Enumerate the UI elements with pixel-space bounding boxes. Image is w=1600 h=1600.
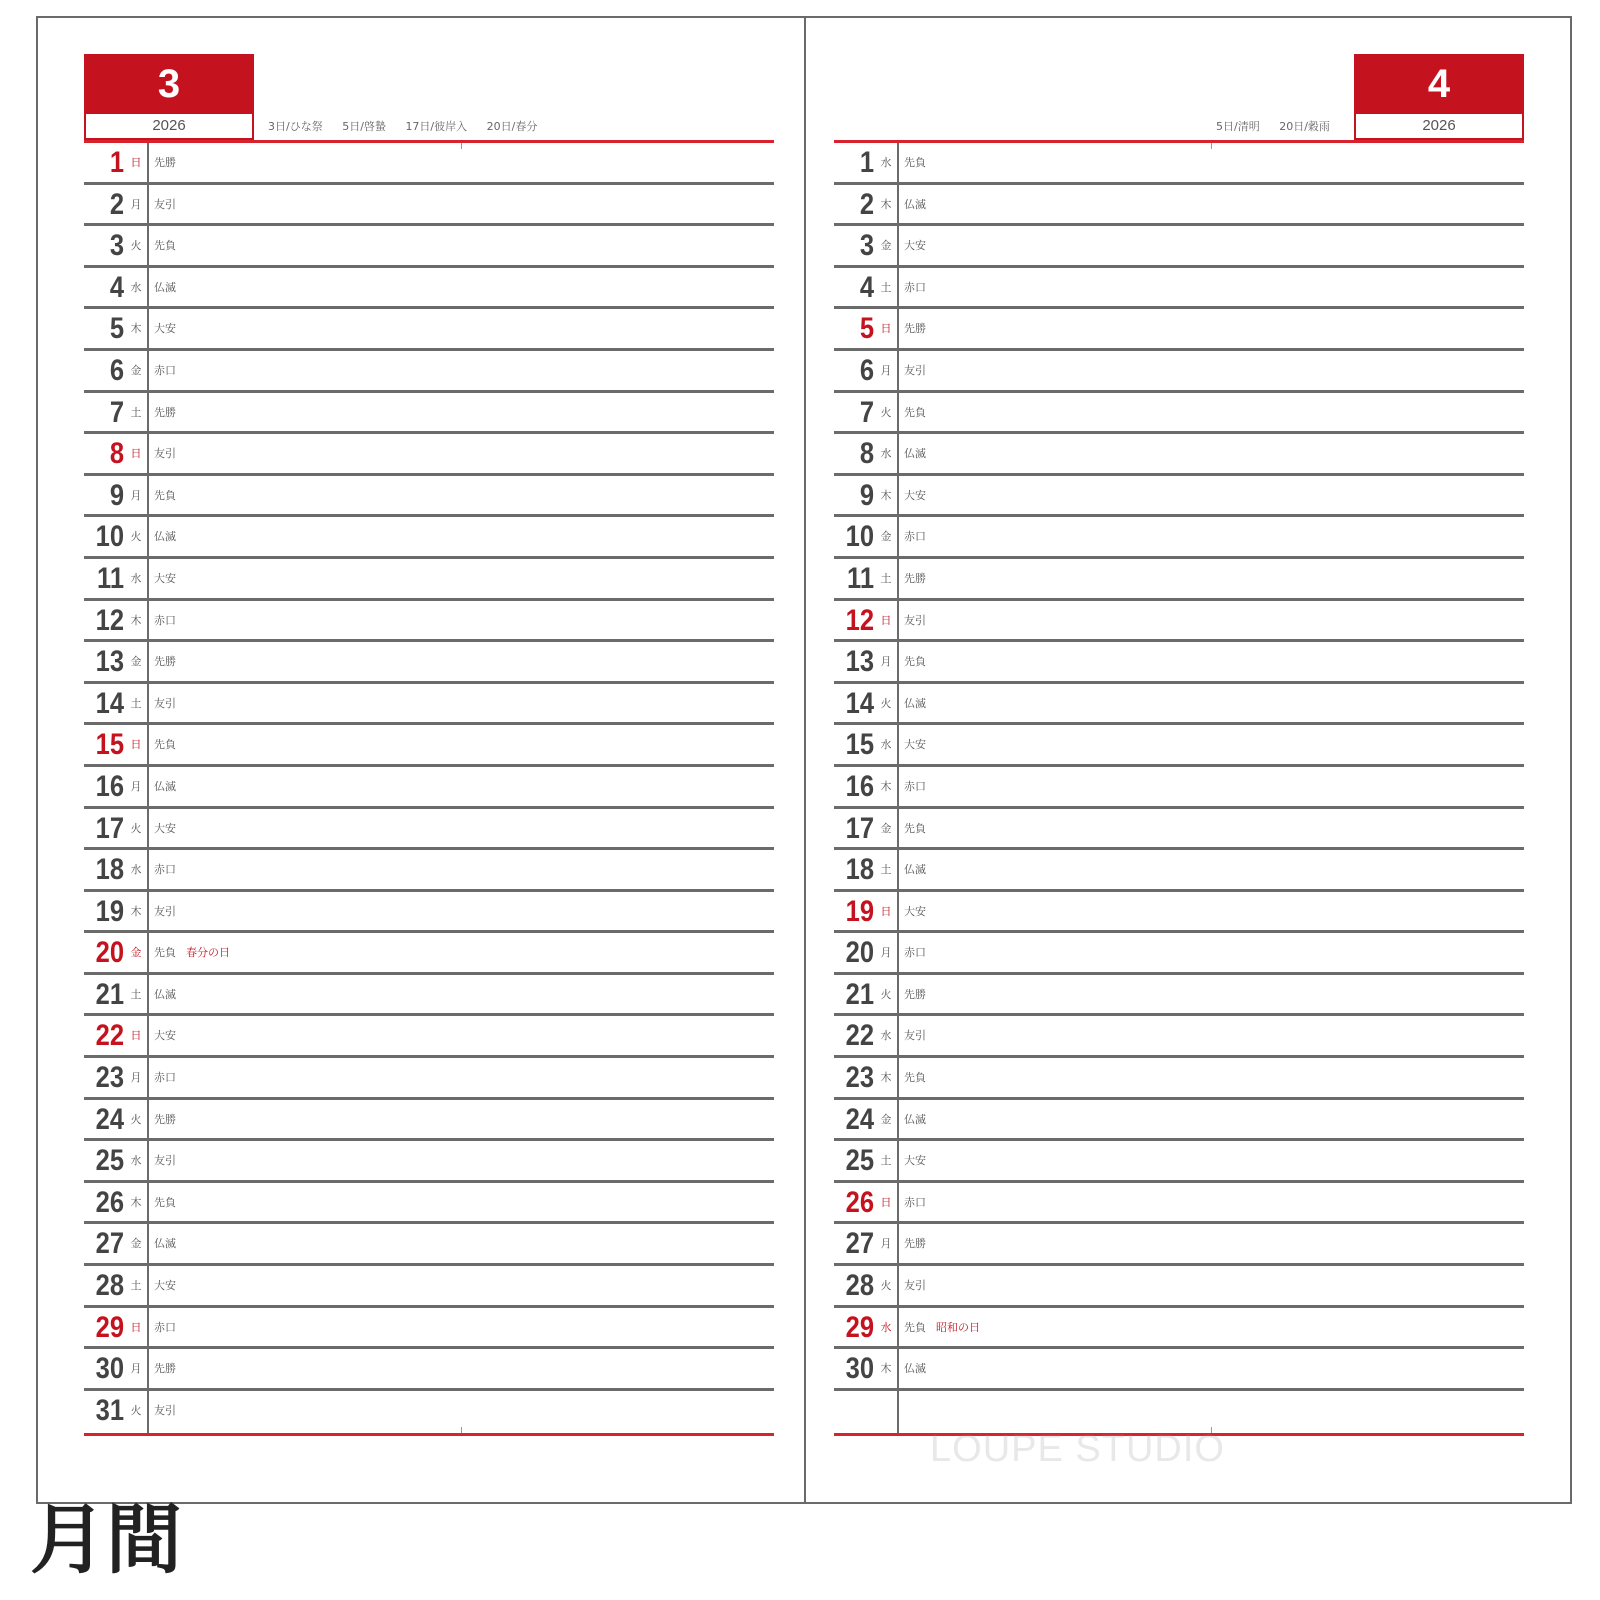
- rokuyo-text: 大安: [154, 322, 176, 336]
- rokuyo-text: 友引: [154, 696, 176, 710]
- rokuyo-text: 先勝: [154, 1112, 176, 1126]
- day-number: 8: [109, 437, 124, 471]
- day-number: 2: [109, 187, 124, 221]
- term-item: 20日/穀雨: [1279, 120, 1330, 133]
- rokuyo-text: 大安: [904, 488, 926, 502]
- day-number: 4: [109, 270, 124, 304]
- weekday-label: 金: [880, 239, 892, 253]
- term-item: 5日/啓蟄: [342, 120, 386, 133]
- rokuyo-text: 仏滅: [904, 1112, 926, 1126]
- day-number: 29: [845, 1310, 874, 1344]
- day-row[interactable]: [834, 601, 1524, 643]
- weekday-label: 金: [130, 1237, 142, 1251]
- weekday-label: 水: [130, 863, 142, 877]
- rokuyo-text: 仏滅: [904, 1362, 926, 1376]
- rokuyo-label: [904, 572, 926, 586]
- day-row[interactable]: [834, 892, 1524, 934]
- day-row[interactable]: [834, 185, 1524, 227]
- rokuyo-text: 仏滅: [904, 863, 926, 877]
- day-row[interactable]: [834, 1349, 1524, 1391]
- day-row[interactable]: [834, 1141, 1524, 1183]
- weekday-label: 火: [130, 530, 142, 544]
- day-number: 30: [95, 1352, 124, 1386]
- weekday-label: 水: [880, 738, 892, 752]
- rokuyo-text: 先負: [904, 1320, 926, 1334]
- day-number: 21: [845, 977, 874, 1011]
- rokuyo-text: 赤口: [154, 863, 176, 877]
- rokuyo-text: 赤口: [154, 363, 176, 377]
- day-number: 18: [845, 853, 874, 887]
- rokuyo-label: [904, 1029, 926, 1043]
- rokuyo-label: [904, 738, 926, 752]
- rokuyo-label: [904, 988, 926, 1002]
- day-row[interactable]: [834, 226, 1524, 268]
- weekday-label: 日: [130, 156, 142, 169]
- rokuyo-text: 赤口: [904, 530, 926, 544]
- weekday-label: 金: [130, 946, 142, 960]
- rokuyo-text: 先負: [904, 821, 926, 835]
- weekday-label: 木: [130, 904, 142, 918]
- rokuyo-text: 先勝: [154, 156, 176, 169]
- year-label: 2026: [1356, 114, 1522, 138]
- weekday-label: 月: [130, 197, 142, 211]
- day-number: 17: [95, 811, 124, 845]
- weekday-label: 水: [130, 280, 142, 294]
- weekday-label: 日: [880, 1195, 892, 1209]
- day-row[interactable]: [834, 393, 1524, 435]
- rokuyo-text: 大安: [154, 1279, 176, 1293]
- weekday-label: 月: [130, 488, 142, 502]
- day-row[interactable]: [834, 1391, 1524, 1433]
- rokuyo-label: [904, 697, 926, 711]
- rokuyo-label: [904, 489, 926, 503]
- day-row[interactable]: [834, 642, 1524, 684]
- weekday-label: 日: [880, 613, 892, 627]
- day-number: 25: [95, 1144, 124, 1178]
- rokuyo-label: [904, 655, 926, 669]
- rokuyo-text: 友引: [154, 904, 176, 918]
- rokuyo-text: 大安: [904, 239, 926, 253]
- rokuyo-text: 友引: [904, 1279, 926, 1293]
- day-number: 13: [95, 645, 124, 679]
- day-number: 3: [859, 229, 874, 263]
- day-number: 3: [109, 229, 124, 263]
- weekday-label: 土: [130, 696, 142, 710]
- rokuyo-label: [904, 364, 926, 378]
- rokuyo-label: [904, 156, 926, 170]
- day-row[interactable]: [834, 767, 1524, 809]
- rokuyo-label: [904, 281, 926, 295]
- weekday-label: 月: [880, 363, 892, 377]
- weekday-label: 木: [130, 1195, 142, 1209]
- rokuyo-text: 先勝: [904, 322, 926, 336]
- rokuyo-text: 友引: [154, 1154, 176, 1168]
- rokuyo-text: 大安: [154, 1029, 176, 1043]
- weekday-label: 月: [130, 1362, 142, 1376]
- rokuyo-text: 赤口: [904, 779, 926, 793]
- rokuyo-text: 赤口: [904, 1195, 926, 1209]
- weekday-label: 日: [880, 904, 892, 918]
- weekday-label: 水: [880, 447, 892, 461]
- rokuyo-label: [904, 1071, 926, 1085]
- weekday-label: 金: [130, 655, 142, 669]
- day-row[interactable]: [834, 559, 1524, 601]
- weekday-label: 土: [130, 1279, 142, 1293]
- day-row[interactable]: [834, 434, 1524, 476]
- weekday-label: 火: [130, 239, 142, 253]
- day-row[interactable]: [834, 1058, 1524, 1100]
- rokuyo-text: 仏滅: [154, 1237, 176, 1251]
- weekday-label: 水: [130, 571, 142, 585]
- weekday-label: 木: [880, 779, 892, 793]
- rokuyo-text: 先負: [904, 1071, 926, 1085]
- rokuyo-text: 友引: [904, 613, 926, 627]
- page-title: 月間: [30, 1495, 182, 1584]
- day-row[interactable]: [834, 351, 1524, 393]
- weekday-label: 金: [880, 821, 892, 835]
- weekday-label: 日: [880, 322, 892, 336]
- term-item: 17日/彼岸入: [405, 120, 468, 133]
- day-number: 10: [95, 520, 124, 554]
- rokuyo-text: 友引: [154, 447, 176, 461]
- rokuyo-text: 仏滅: [904, 447, 926, 461]
- weekday-label: 木: [880, 1362, 892, 1376]
- rokuyo-text: 先勝: [904, 987, 926, 1001]
- day-number: 11: [97, 561, 124, 595]
- rokuyo-label: [904, 1154, 926, 1168]
- weekday-label: 土: [130, 405, 142, 419]
- column-divider: [897, 143, 899, 1433]
- weekday-label: 水: [880, 156, 892, 169]
- day-number: 5: [109, 312, 124, 346]
- day-number: 16: [845, 769, 874, 803]
- day-number: 1: [109, 146, 124, 179]
- day-number: 19: [95, 894, 124, 928]
- rokuyo-label: [904, 406, 926, 420]
- weekday-label: 月: [880, 655, 892, 669]
- rokuyo-text: 先負: [904, 156, 926, 169]
- rokuyo-text: 仏滅: [154, 779, 176, 793]
- rokuyo-label: [904, 530, 926, 544]
- day-number: 28: [845, 1269, 874, 1303]
- day-number: 11: [847, 561, 874, 595]
- day-number: 10: [845, 520, 874, 554]
- day-number: 17: [845, 811, 874, 845]
- weekday-label: 水: [130, 1154, 142, 1168]
- rokuyo-text: 友引: [904, 363, 926, 377]
- day-row[interactable]: [834, 1308, 1524, 1350]
- rokuyo-label: [904, 614, 926, 628]
- rokuyo-text: 先負: [154, 488, 176, 502]
- rokuyo-text: 友引: [154, 1403, 176, 1417]
- rokuyo-text: 赤口: [154, 613, 176, 627]
- day-number: 29: [95, 1310, 124, 1344]
- rokuyo-text: 仏滅: [904, 197, 926, 211]
- weekday-label: 水: [880, 1029, 892, 1043]
- day-number: 24: [95, 1102, 124, 1136]
- rokuyo-label: [904, 447, 926, 461]
- day-number: 9: [109, 478, 124, 512]
- rokuyo-text: 赤口: [904, 280, 926, 294]
- rokuyo-text: 先負: [904, 655, 926, 669]
- weekday-label: 火: [130, 1112, 142, 1126]
- day-number: 12: [95, 603, 124, 637]
- day-number: 15: [95, 728, 124, 762]
- day-row[interactable]: [834, 1183, 1524, 1225]
- rokuyo-text: 先勝: [904, 1237, 926, 1251]
- day-row[interactable]: [834, 809, 1524, 851]
- day-list: [834, 143, 1524, 1432]
- day-number: 24: [845, 1102, 874, 1136]
- weekday-label: 土: [130, 987, 142, 1001]
- holiday-label: 春分の日: [186, 946, 230, 960]
- day-number: 15: [845, 728, 874, 762]
- rokuyo-text: 大安: [904, 1154, 926, 1168]
- day-number: 4: [859, 270, 874, 304]
- day-row[interactable]: [834, 725, 1524, 767]
- day-number: 5: [859, 312, 874, 346]
- day-number: 26: [845, 1185, 874, 1219]
- day-row[interactable]: [834, 933, 1524, 975]
- rokuyo-text: 赤口: [904, 946, 926, 960]
- rokuyo-text: 赤口: [154, 1320, 176, 1334]
- watermark-logo: LOUPE STUDIO: [930, 1428, 1225, 1470]
- rokuyo-text: 大安: [154, 821, 176, 835]
- rokuyo-label: [904, 322, 926, 336]
- rokuyo-label: [904, 239, 926, 253]
- weekday-label: 火: [130, 1403, 142, 1417]
- day-number: 26: [95, 1185, 124, 1219]
- day-number: 2: [859, 187, 874, 221]
- day-row[interactable]: [834, 850, 1524, 892]
- day-number: 9: [859, 478, 874, 512]
- day-number: 20: [95, 936, 124, 970]
- day-row[interactable]: [834, 1016, 1524, 1058]
- weekday-label: 火: [880, 405, 892, 419]
- rokuyo-text: 大安: [904, 904, 926, 918]
- rokuyo-label: [904, 1321, 980, 1335]
- rokuyo-text: 先勝: [154, 655, 176, 669]
- rokuyo-label: [904, 1196, 926, 1210]
- rokuyo-text: 先負: [154, 239, 176, 253]
- day-number: 12: [845, 603, 874, 637]
- weekday-label: 火: [880, 1279, 892, 1293]
- weekday-label: 木: [880, 488, 892, 502]
- day-number: 27: [95, 1227, 124, 1261]
- day-number: 1: [859, 146, 874, 179]
- weekday-label: 水: [880, 1320, 892, 1334]
- weekday-label: 金: [880, 530, 892, 544]
- seasonal-terms: [1216, 120, 1346, 134]
- rokuyo-label: [904, 1113, 926, 1127]
- weekday-label: 土: [880, 1154, 892, 1168]
- day-row[interactable]: [834, 143, 1524, 185]
- rokuyo-label: [904, 905, 926, 919]
- day-number: 13: [845, 645, 874, 679]
- month-number: 3: [157, 62, 181, 106]
- day-number: 23: [845, 1061, 874, 1095]
- weekday-label: 木: [130, 613, 142, 627]
- rokuyo-text: 友引: [154, 197, 176, 211]
- day-number: 14: [845, 686, 874, 720]
- weekday-label: 月: [880, 946, 892, 960]
- rokuyo-text: 仏滅: [904, 696, 926, 710]
- day-number: 20: [845, 936, 874, 970]
- weekday-label: 木: [880, 1071, 892, 1085]
- day-row[interactable]: [834, 476, 1524, 518]
- day-row[interactable]: [834, 1224, 1524, 1266]
- weekday-label: 日: [130, 738, 142, 752]
- rokuyo-text: 先勝: [904, 571, 926, 585]
- weekday-label: 日: [130, 1320, 142, 1334]
- weekday-label: 日: [130, 1029, 142, 1043]
- day-row[interactable]: [834, 684, 1524, 726]
- day-number: 23: [95, 1061, 124, 1095]
- rokuyo-text: 仏滅: [154, 530, 176, 544]
- weekday-label: 土: [880, 863, 892, 877]
- rokuyo-text: 赤口: [154, 1071, 176, 1085]
- rokuyo-text: 先負: [154, 1195, 176, 1209]
- day-number: 18: [95, 853, 124, 887]
- rokuyo-text: 仏滅: [154, 987, 176, 1001]
- day-number: 22: [95, 1019, 124, 1053]
- rokuyo-text: 先負: [154, 946, 176, 960]
- day-number: 6: [109, 353, 124, 387]
- day-number: 19: [845, 894, 874, 928]
- weekday-label: 金: [130, 363, 142, 377]
- day-number: 28: [95, 1269, 124, 1303]
- weekday-label: 木: [880, 197, 892, 211]
- rokuyo-label: [904, 780, 926, 794]
- term-item: 5日/清明: [1216, 120, 1260, 133]
- rokuyo-text: 大安: [154, 571, 176, 585]
- term-item: 3日/ひな祭: [268, 120, 323, 133]
- day-row[interactable]: [834, 975, 1524, 1017]
- rokuyo-label: [904, 822, 926, 836]
- weekday-label: 月: [880, 1237, 892, 1251]
- day-number: 8: [859, 437, 874, 471]
- rokuyo-label: [904, 1362, 926, 1376]
- rokuyo-text: 仏滅: [154, 280, 176, 294]
- rokuyo-text: 先負: [154, 738, 176, 752]
- rokuyo-label: [904, 946, 926, 960]
- rokuyo-text: 先負: [904, 405, 926, 419]
- rokuyo-text: 友引: [904, 1029, 926, 1043]
- day-number: 16: [95, 769, 124, 803]
- weekday-label: 火: [880, 696, 892, 710]
- day-number: 27: [845, 1227, 874, 1261]
- month-number: 4: [1427, 62, 1451, 106]
- rokuyo-text: 大安: [904, 738, 926, 752]
- day-number: 31: [95, 1393, 124, 1427]
- rokuyo-text: 先勝: [154, 1362, 176, 1376]
- weekday-label: 月: [130, 1071, 142, 1085]
- day-number: 30: [845, 1352, 874, 1386]
- holiday-label: 昭和の日: [936, 1320, 980, 1334]
- day-number: 7: [109, 395, 124, 429]
- rokuyo-text: 先勝: [154, 405, 176, 419]
- day-number: 6: [859, 353, 874, 387]
- weekday-label: 土: [880, 280, 892, 294]
- year-label: 2026: [86, 114, 252, 138]
- weekday-label: 土: [880, 571, 892, 585]
- day-row[interactable]: [834, 268, 1524, 310]
- weekday-label: 金: [880, 1112, 892, 1126]
- day-row[interactable]: [834, 1266, 1524, 1308]
- month-tab-right: [1354, 54, 1524, 140]
- weekday-label: 日: [130, 447, 142, 461]
- day-row[interactable]: [834, 1100, 1524, 1142]
- weekday-label: 火: [880, 987, 892, 1001]
- day-row[interactable]: [834, 517, 1524, 559]
- weekday-label: 火: [130, 821, 142, 835]
- rokuyo-label: [904, 198, 926, 212]
- rokuyo-label: [904, 1279, 926, 1293]
- day-number: 7: [859, 395, 874, 429]
- day-number: 14: [95, 686, 124, 720]
- weekday-label: 木: [130, 322, 142, 336]
- weekday-label: 月: [130, 779, 142, 793]
- day-row[interactable]: [834, 309, 1524, 351]
- day-number: 21: [95, 977, 124, 1011]
- rokuyo-label: [904, 1237, 926, 1251]
- rokuyo-label: [904, 863, 926, 877]
- day-number: 22: [845, 1019, 874, 1053]
- term-item: 20日/春分: [486, 120, 538, 133]
- day-number: 25: [845, 1144, 874, 1178]
